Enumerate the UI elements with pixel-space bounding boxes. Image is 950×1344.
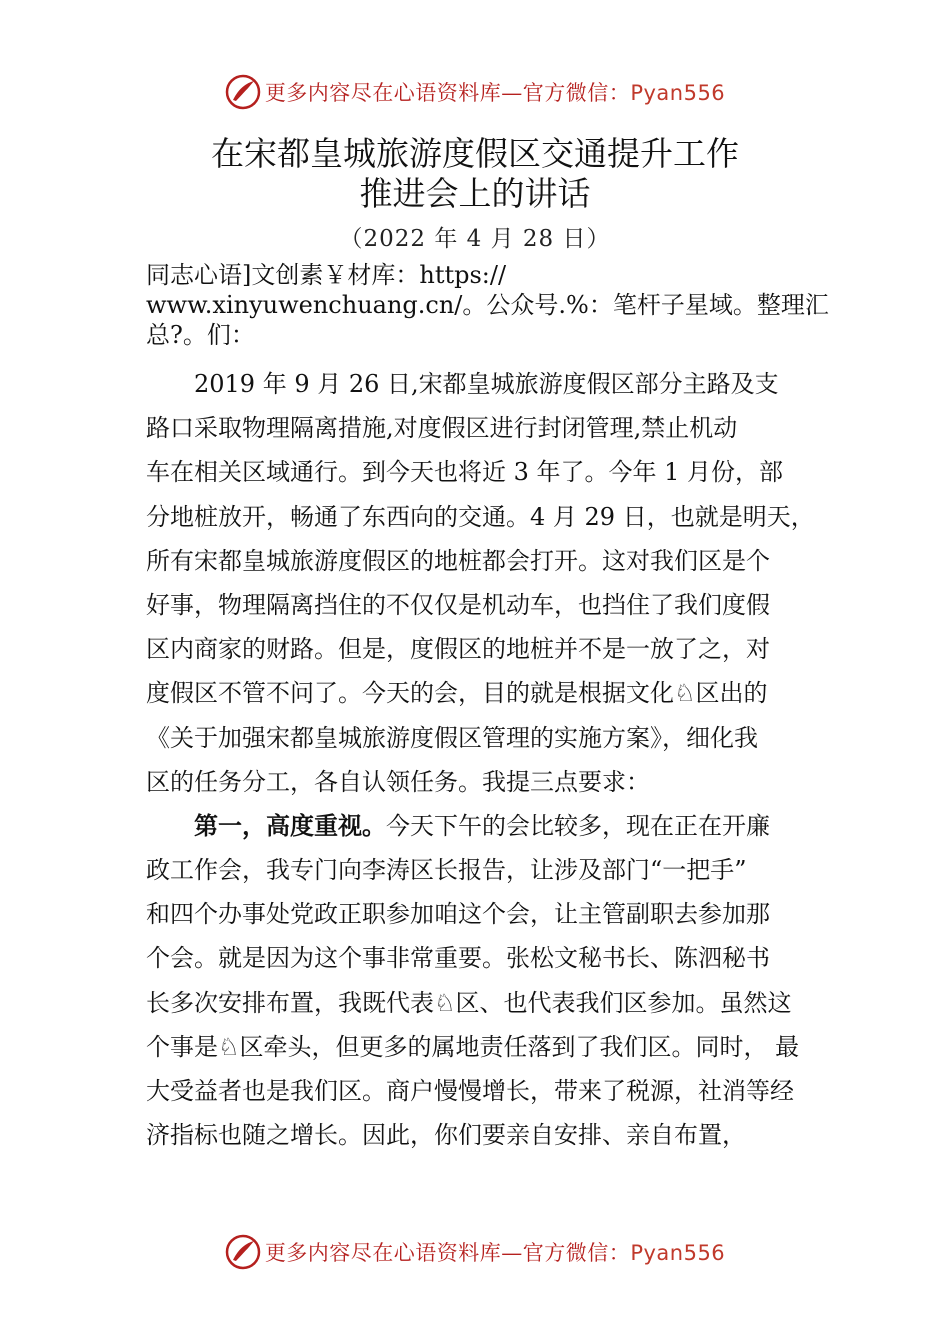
intro-line: www.xinyuwenchuang.cn/。公众号.%：笔杆子星域。整理汇 bbox=[146, 291, 829, 319]
wechat-id: Pyan556 bbox=[630, 1241, 726, 1265]
quill-logo-icon bbox=[225, 74, 261, 110]
paragraph1-line: 度假区不管不问了。今天的会，目的就是根据文化♘区出的 bbox=[146, 679, 768, 708]
paragraph2-line: 个会。就是因为这个事非常重要。张松文秘书长、陈泗秘书 bbox=[146, 944, 770, 973]
paragraph2-line: 长多次安排布置，我既代表♘区、也代表我们区参加。虽然这 bbox=[146, 988, 792, 1017]
paragraph2-first-line bbox=[146, 804, 826, 848]
paragraph1-line: 好事，物理隔离挡住的不仅仅是机动车，也挡住了我们度假 bbox=[146, 590, 770, 619]
paragraph2-line: 大受益者也是我们区。商户慢慢增长，带来了税源，社消等经 bbox=[146, 1077, 794, 1105]
intro-line: 同志心语]文创素￥材库：https:// bbox=[146, 261, 507, 289]
watermark-banner-top bbox=[0, 72, 950, 112]
watermark-banner-bottom bbox=[0, 1232, 950, 1272]
document-title-line1: 在宋都皇城旅游度假区交通提升工作 bbox=[211, 134, 739, 173]
paragraph1-line: 车在相关区域通行。到今天也将近 3 年了。今年 1 月份，部 bbox=[146, 458, 784, 487]
paragraph2-line: 个事是♘区牵头，但更多的属地责任落到了我们区。同时， 最 bbox=[146, 1032, 800, 1061]
paragraph1-line: 所有宋都皇城旅游度假区的地桩都会打开。这对我们区是个 bbox=[146, 546, 770, 575]
wechat-id: Pyan556 bbox=[630, 81, 726, 105]
paragraph2-line: 和四个办事处党政正职参加咱这个会，让主管副职去参加那 bbox=[146, 900, 770, 929]
paragraph1-line: 2019 年 9 月 26 日,宋都皇城旅游度假区部分主路及支 bbox=[194, 370, 779, 398]
watermark-text: 更多内容尽在心语资料库—官方微信：Pyan556 bbox=[264, 1241, 726, 1265]
paragraph1-line: 区内商家的财路。但是，度假区的地桩并不是一放了之，对 bbox=[146, 635, 770, 664]
document-date: （2022 年 4 月 28 日） bbox=[339, 226, 611, 252]
paragraph1-line: 分地桩放开，畅通了东西向的交通。4 月 29 日，也就是明天， bbox=[146, 502, 815, 531]
paragraph1-line: 路口采取物理隔离措施,对度假区进行封闭管理,禁止机动 bbox=[146, 414, 738, 443]
paragraph2-line: 济指标也随之增长。因此，你们要亲自安排、亲自布置， bbox=[146, 1121, 746, 1150]
document-title-line2: 推进会上的讲话 bbox=[359, 174, 591, 213]
watermark-text: 更多内容尽在心语资料库—官方微信：Pyan556 bbox=[264, 81, 726, 105]
intro-note bbox=[146, 260, 829, 350]
paragraph1-line: 区的任务分工，各自认领任务。我提三点要求： bbox=[146, 767, 650, 796]
section-heading: 第一，高度重视。 bbox=[194, 811, 386, 840]
paragraph2-line: 政工作会，我专门向李涛区长报告，让涉及部门“一把手” bbox=[146, 856, 747, 885]
quill-logo-icon bbox=[225, 1234, 261, 1270]
document-body bbox=[146, 362, 826, 1157]
paragraph1-line: 《关于加强宋都皇城旅游度假区管理的实施方案》，细化我 bbox=[146, 723, 758, 752]
paragraph2-text: 今天下午的会比较多，现在正在开廉 bbox=[386, 811, 770, 840]
intro-line: 总?。们： bbox=[146, 321, 255, 349]
